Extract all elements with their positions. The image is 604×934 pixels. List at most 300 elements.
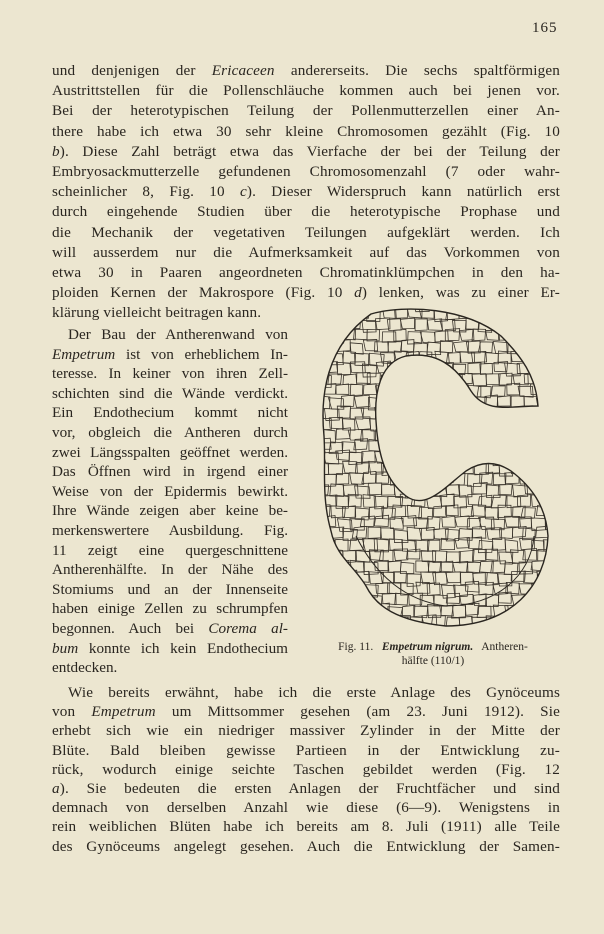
cell-outline	[520, 473, 535, 484]
figure-magnification: (110/1)	[430, 655, 465, 667]
cell-outline	[297, 318, 312, 332]
cell-outline	[342, 615, 356, 625]
cell-outline	[447, 441, 459, 453]
text-line	[52, 162, 560, 181]
italic-text: c	[240, 183, 247, 201]
cell-outline	[479, 407, 494, 418]
text-segment: Das Öffnen wird in irgend einer	[52, 463, 288, 481]
cell-outline	[304, 572, 318, 583]
cell-outline	[400, 318, 414, 329]
cell-outline	[472, 374, 487, 386]
cell-outline	[557, 365, 566, 376]
cell-outline	[318, 375, 332, 388]
cell-outline	[523, 308, 537, 321]
cell-outline	[342, 594, 357, 607]
text-line	[52, 202, 560, 221]
cell-outline	[310, 473, 324, 484]
cell-outline	[413, 452, 428, 464]
cell-outline	[421, 551, 436, 562]
text-segment: Weise von der Epidermis bewirkt.	[52, 482, 288, 500]
text-segment: erhebt sich wie ein niedriger massiver Zylinder in der Mitte der	[52, 722, 560, 740]
text-line	[52, 521, 288, 540]
text-line	[52, 658, 288, 677]
cell-outline	[517, 428, 531, 440]
cell-outline	[562, 330, 566, 341]
cell-outline	[519, 342, 532, 354]
cell-outline	[550, 373, 563, 384]
text-line	[52, 243, 560, 262]
cell-outline	[478, 628, 493, 632]
cell-outline	[533, 450, 547, 461]
cell-outline	[310, 430, 324, 443]
cell-outline	[538, 485, 553, 496]
cell-outline	[434, 506, 447, 517]
cell-outline	[556, 605, 566, 616]
cell-outline	[556, 472, 566, 484]
text-segment: teresse. In keiner von ihren Zell-	[52, 365, 288, 383]
cell-outline	[473, 419, 486, 431]
cell-outline	[387, 406, 402, 418]
cell-outline	[533, 319, 548, 330]
cell-outline	[299, 562, 312, 574]
figure-caption-line2: hälfte	[401, 655, 428, 667]
cell-outline	[472, 549, 486, 561]
text-segment: ) lenken, was zu einer Er-	[361, 284, 560, 302]
cell-outline	[441, 408, 454, 419]
text-line	[52, 482, 288, 501]
cell-outline	[558, 583, 566, 594]
cell-outline	[298, 605, 313, 616]
cell-outline	[303, 440, 318, 453]
cell-outline	[328, 463, 343, 474]
cell-outline	[562, 616, 566, 628]
cell-outline	[455, 406, 468, 417]
cell-outline	[519, 406, 533, 418]
text-segment: um Mittsommer gesehen (am 23. Juni 1912). Sie	[155, 703, 560, 721]
text-segment: Wie bereits erwähnt, habe ich die erste Anlage des Gynöceums	[68, 684, 560, 701]
cell-outline	[413, 342, 427, 355]
cell-outline	[309, 626, 322, 632]
cell-outline	[335, 296, 350, 307]
cell-outline	[380, 528, 393, 540]
text-segment: ). Dieser Widerspruch kann natürlich erst	[246, 183, 561, 201]
text-segment: schichten sind die Wände verdickt.	[52, 384, 288, 402]
text-line	[52, 721, 560, 740]
cell-outline	[510, 616, 523, 628]
cell-outline	[296, 341, 310, 353]
cell-outline	[561, 573, 566, 585]
cell-outline	[486, 440, 500, 452]
cell-outline	[549, 570, 563, 581]
cell-outline	[545, 494, 560, 507]
cell-outline	[548, 485, 562, 496]
text-line	[52, 345, 288, 364]
cell-outline	[526, 463, 540, 475]
cell-outline	[317, 617, 330, 628]
cell-outline	[543, 361, 558, 371]
cell-outline	[305, 419, 319, 430]
cell-outline	[393, 417, 408, 429]
cell-outline	[406, 442, 420, 453]
cell-outline	[402, 364, 417, 377]
cell-outline	[481, 450, 495, 461]
text-line	[52, 364, 288, 383]
text-segment: von	[52, 703, 92, 721]
cell-outline	[432, 551, 446, 563]
cell-outline	[497, 440, 511, 452]
cell-outline	[472, 397, 487, 407]
cell-outline	[324, 560, 337, 572]
cell-outline	[304, 507, 317, 519]
cell-outline	[420, 374, 433, 385]
cell-outline	[335, 384, 349, 394]
cell-outline	[297, 495, 310, 507]
cell-outline	[407, 374, 422, 387]
figure-species: Empetrum nigrum.	[381, 641, 474, 653]
cell-outline	[363, 384, 377, 395]
cell-outline	[369, 506, 383, 519]
cell-outline	[415, 319, 427, 331]
cell-outline	[303, 618, 317, 629]
cell-outline	[518, 297, 531, 310]
cell-outline	[466, 407, 480, 418]
text-line	[52, 182, 560, 201]
cell-outline	[298, 516, 313, 527]
cell-outline	[542, 627, 556, 632]
cell-outline	[381, 417, 393, 428]
cell-outline	[525, 351, 538, 361]
cell-outline	[504, 516, 520, 527]
text-segment: Austrittstellen für die Pollenschläuche kommen auch bei jenen vor.	[52, 82, 560, 100]
cell-outline	[316, 331, 330, 343]
cell-outline	[562, 307, 566, 319]
cell-outline	[316, 592, 331, 603]
cell-outline	[432, 420, 447, 432]
cell-outline	[401, 340, 414, 352]
cell-outline	[427, 296, 441, 307]
cell-outline	[480, 364, 493, 375]
text-line	[52, 779, 560, 798]
cell-outline	[416, 561, 429, 572]
cell-outline	[564, 482, 566, 493]
cell-outline	[511, 419, 525, 432]
cell-outline	[516, 319, 530, 331]
cell-outline	[415, 429, 428, 441]
cell-outline	[355, 307, 369, 318]
text-segment: ploiden Kernen der Makrospore (Fig. 10	[52, 284, 355, 302]
cell-outline	[403, 385, 416, 397]
cell-outline	[309, 495, 324, 507]
cell-outline	[503, 320, 517, 331]
cell-outline	[330, 308, 344, 320]
cell-outline	[538, 595, 550, 607]
cell-outline	[532, 406, 546, 418]
cell-outline	[496, 417, 510, 429]
cell-outline	[491, 495, 506, 508]
cell-outline	[551, 528, 564, 539]
cell-outline	[390, 473, 403, 486]
cell-outline	[335, 319, 349, 331]
figure-label: Fig. 11.	[338, 641, 374, 653]
text-line	[52, 741, 560, 760]
text-segment: die Mechanik der vegetativen Teilungen aufgeklärt werden. Ich	[52, 223, 560, 241]
cell-outline	[324, 342, 338, 354]
cell-outline	[309, 605, 323, 615]
cell-outline	[465, 603, 479, 615]
text-segment: Embryosackmutterzelle gefundenen Chromosomenzahl (7 oder wahr-	[52, 163, 560, 180]
text-segment: ). Diese Zahl beträgt etwa das Vierfache der bei der Teilung der	[59, 142, 560, 160]
cell-outline	[433, 462, 448, 473]
cell-outline	[303, 374, 316, 385]
cell-outline	[427, 342, 441, 355]
cell-outline	[557, 517, 566, 528]
cell-outline	[421, 441, 435, 453]
figure-caption	[298, 640, 568, 668]
cell-outline	[343, 374, 357, 385]
cell-outline	[309, 318, 323, 330]
cell-outline	[459, 329, 473, 340]
cell-outline	[550, 308, 564, 319]
cell-outline	[381, 394, 395, 406]
text-line	[52, 639, 288, 658]
cell-outline	[393, 462, 408, 474]
cell-outline	[350, 384, 363, 395]
cell-outline	[461, 572, 474, 584]
cell-outline	[477, 296, 491, 306]
cell-outline	[334, 605, 348, 616]
text-segment: there habe ich etwa 30 sehr kleine Chromosomen gezählt (Fig. 10	[52, 122, 560, 140]
cell-outline	[335, 582, 349, 592]
cell-outline	[535, 373, 549, 386]
cell-outline	[511, 396, 524, 407]
cell-outline	[377, 628, 390, 632]
cell-outline	[406, 397, 419, 409]
cell-outline	[454, 430, 469, 442]
cell-outline	[486, 308, 499, 320]
cell-outline	[557, 627, 566, 632]
cell-outline	[388, 383, 402, 395]
cell-outline	[297, 408, 310, 420]
cell-outline	[374, 515, 388, 526]
cell-outline	[441, 453, 456, 466]
cell-outline	[565, 507, 566, 518]
cell-outline	[303, 529, 317, 541]
cell-outline	[472, 309, 485, 321]
text-segment: merkenswertere Ausbildung. Fig.	[52, 522, 288, 539]
cell-outline	[486, 374, 500, 385]
cell-outline	[524, 329, 538, 341]
cell-outline	[435, 331, 448, 342]
cell-outline	[434, 398, 447, 408]
cell-outline	[388, 561, 401, 572]
cell-outline	[467, 429, 481, 440]
cell-outline	[297, 539, 310, 551]
cell-outline	[468, 363, 481, 374]
cell-outline	[510, 441, 523, 455]
cell-outline	[451, 473, 465, 485]
cell-outline	[459, 529, 472, 541]
text-segment: durch eingehende Studien über die heterotypische Prophase und	[52, 203, 560, 221]
cell-outline	[362, 320, 376, 332]
text-line	[52, 223, 560, 242]
cell-outline	[517, 451, 530, 461]
cell-outline	[361, 627, 375, 632]
cell-outline	[440, 431, 454, 441]
text-segment: rein weiblichen Blüten habe ich bereits am 8. Juli (1911) alle Teile	[52, 818, 560, 836]
text-segment: entdecken.	[52, 659, 118, 677]
cell-outline	[447, 397, 460, 409]
cell-outline	[381, 374, 394, 384]
cell-outline	[497, 307, 511, 320]
cell-outline	[544, 584, 559, 594]
text-line	[52, 81, 560, 100]
cell-outline	[296, 361, 309, 371]
cell-outline	[382, 616, 396, 629]
cell-outline	[445, 505, 458, 516]
cell-outline	[460, 417, 473, 428]
cell-outline	[322, 606, 337, 617]
text-segment: Antherenhälfte. In der Nähe des	[52, 561, 288, 579]
cell-outline	[420, 394, 434, 405]
cell-outline	[544, 473, 559, 484]
cell-outline	[538, 441, 553, 454]
cell-outline	[310, 384, 324, 394]
cell-outline	[415, 473, 430, 484]
cell-outline	[441, 626, 457, 632]
cell-outline	[549, 419, 563, 431]
anther-drawing	[296, 296, 566, 632]
cell-outline	[356, 617, 370, 628]
cell-outline	[428, 406, 442, 417]
cell-outline	[407, 462, 421, 473]
cell-outline	[441, 585, 455, 598]
cell-outline	[301, 485, 315, 496]
cell-outline	[497, 396, 510, 406]
cell-outline	[402, 407, 416, 418]
cell-outline	[445, 464, 460, 476]
cell-outline	[491, 318, 506, 329]
cell-outline	[498, 618, 512, 629]
text-line	[52, 619, 288, 638]
cell-outline	[467, 562, 481, 573]
cell-outline	[298, 384, 311, 396]
cell-outline	[439, 471, 453, 482]
cell-outline	[296, 583, 312, 594]
cell-outline	[533, 430, 547, 442]
text-line	[52, 580, 288, 599]
cell-outline	[318, 350, 333, 362]
cell-outline	[556, 342, 566, 355]
cell-outline	[309, 561, 322, 573]
cell-outline	[440, 494, 455, 506]
cell-outline	[354, 395, 370, 407]
cell-outline	[452, 452, 466, 465]
cell-outline	[310, 518, 325, 530]
cell-outline	[563, 418, 566, 431]
text-segment: Der Bau der Antherenwand von	[68, 326, 288, 343]
cell-outline	[545, 407, 560, 420]
cell-outline	[525, 617, 538, 628]
cell-outline	[538, 330, 553, 343]
cell-outline	[403, 472, 416, 483]
cell-outline	[485, 507, 499, 519]
cell-outline	[454, 628, 467, 632]
text-line	[52, 122, 560, 141]
cell-outline	[406, 351, 420, 361]
cell-outline	[310, 451, 325, 463]
cell-outline	[523, 420, 536, 431]
cell-outline	[562, 375, 566, 387]
text-segment: Bei der heterotypischen Teilung der Pollenmutterzellen einer An-	[52, 102, 560, 120]
text-segment: 11 zeigt eine quergeschnittene	[52, 541, 288, 559]
cell-outline	[401, 298, 415, 308]
text-segment: ist von erheblichem In-	[115, 345, 288, 363]
cell-outline	[465, 296, 479, 309]
cell-outline	[466, 628, 480, 632]
cell-outline	[381, 484, 394, 495]
cell-outline	[315, 549, 330, 560]
cell-outline	[493, 627, 507, 632]
cell-outline	[414, 363, 427, 375]
figure-11-anther-section	[296, 296, 566, 632]
cell-outline	[420, 483, 434, 494]
cell-outline	[297, 473, 311, 485]
cell-outline	[421, 463, 436, 474]
cell-outline	[415, 386, 429, 398]
cell-outline	[355, 353, 369, 365]
cell-outline	[350, 343, 363, 354]
cell-outline	[300, 352, 314, 363]
text-line	[52, 101, 560, 120]
cell-outline	[504, 451, 518, 463]
cell-outline	[552, 549, 565, 559]
cell-outline	[445, 418, 459, 430]
text-segment: Ein Endothecium kommt nicht	[52, 404, 288, 422]
cell-outline	[316, 310, 330, 321]
text-segment: Stomiums und an der Innenseite	[52, 580, 288, 598]
text-line	[52, 403, 288, 422]
cell-outline	[563, 463, 566, 475]
cell-outline	[446, 593, 459, 603]
cell-outline	[511, 308, 525, 319]
italic-text: Ericaceen	[211, 62, 275, 79]
cell-outline	[420, 419, 436, 430]
cell-outline	[428, 450, 442, 461]
cell-outline	[426, 364, 441, 376]
italic-text: Empetrum	[91, 703, 156, 721]
cell-outline	[531, 342, 545, 356]
cell-outline	[420, 332, 435, 343]
cell-outline	[544, 450, 557, 461]
cell-outline	[375, 560, 389, 571]
cell-outline	[428, 627, 443, 632]
cell-outline	[557, 560, 566, 571]
cell-outline	[563, 551, 566, 564]
cell-outline	[311, 585, 325, 596]
cell-outline	[558, 318, 566, 329]
cell-outline	[440, 386, 453, 398]
cell-outline	[532, 604, 545, 617]
text-line	[52, 61, 560, 80]
cell-outline	[531, 365, 545, 376]
cell-outline	[549, 615, 562, 627]
cell-outline	[520, 627, 534, 632]
cell-outline	[311, 540, 325, 553]
italic-text: Corema al-	[208, 620, 288, 637]
text-segment: etwa 30 in Paaren angeordneten Chromatinklümpchen in den ha-	[52, 264, 560, 281]
cell-outline	[537, 307, 551, 318]
cell-outline	[369, 615, 383, 626]
